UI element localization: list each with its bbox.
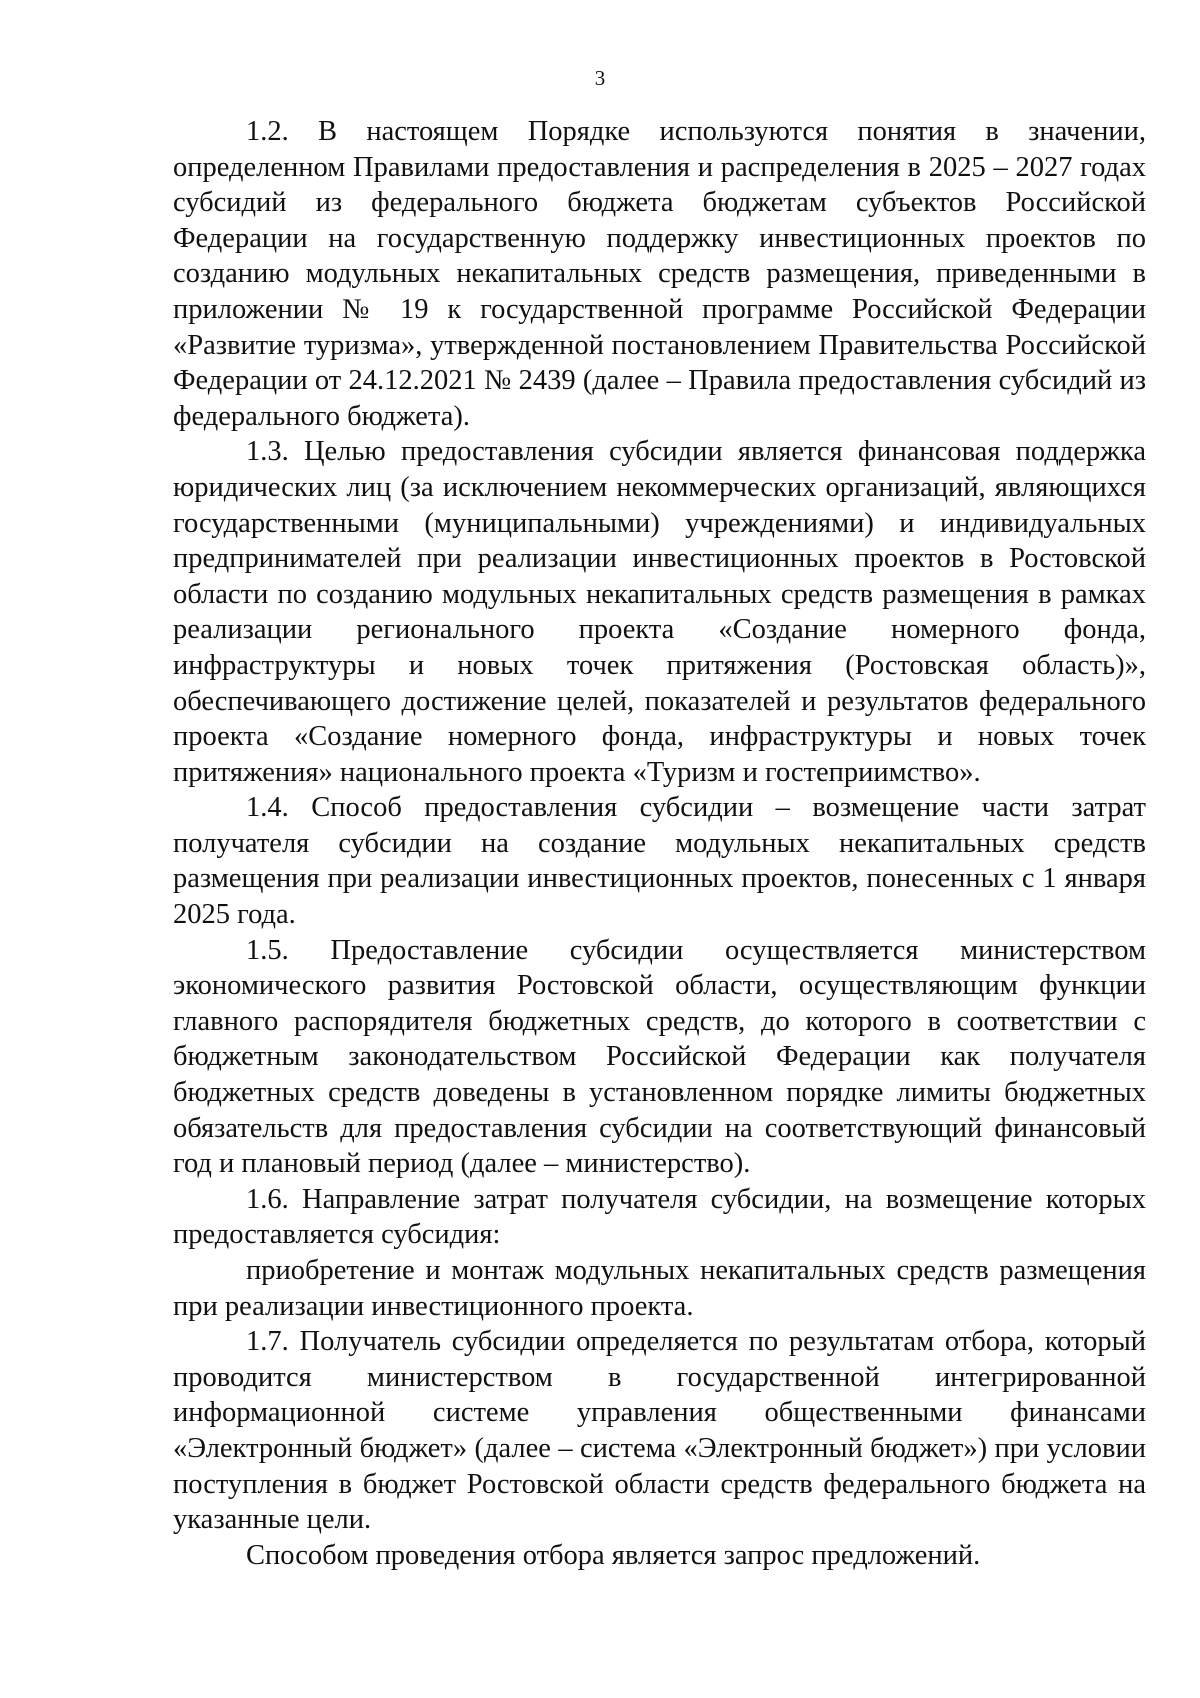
paragraph-1-6-item: приобретение и монтаж модульных некапитальных средств размещения при реализации инвестиционного проекта.: [173, 1255, 1146, 1322]
paragraph-1-5: 1.5. Предоставление субсидии осуществляется министерством экономического развития Ростовской области, осуществляющим функции главного распорядителя бюджетных средств, до которого в соответствии с бюджетным законодательством Российской Федерации как получателя бюджетных средств доведены в установленном порядке лимиты бюджетных обязательств для предоставления субсидии на соответствующий финансовый год и плановый период (далее – министерство).: [173, 934, 1146, 1180]
document-body: [173, 114, 1146, 1573]
paragraph-selection-method: Способом проведения отбора является запрос предложений.: [246, 1539, 981, 1571]
paragraph-1-2: 1.2. В настоящем Порядке используются понятия в значении, определенном Правилами предоставления и распределения в 2025 – 2027 годах субсидий из федерального бюджета бюджетам субъектов Российской Федерации на государственную поддержку инвестиционных проектов по созданию модульных некапитальных средств размещения, приведенными в приложении № 19 к государственной программе Российской Федерации «Развитие туризма», утвержденной постановлением Правительства Российской Федерации от 24.12.2021 № 2439 (далее – Правила предоставления субсидий из федерального бюджета).: [173, 116, 1146, 432]
paragraph-1-3: 1.3. Целью предоставления субсидии является финансовая поддержка юридических лиц (за исключением некоммерческих организаций, являющихся государственными (муниципальными) учреждениями) и индивидуальных предпринимателей при реализации инвестиционных проектов в Ростовской области по созданию модульных некапитальных средств размещения в рамках реализации регионального проекта «Создание номерного фонда, инфраструктуры и новых точек притяжения (Ростовская область)», обеспечивающего достижение целей, показателей и результатов федерального проекта «Создание номерного фонда, инфраструктуры и новых точек притяжения» национального проекта «Туризм и гостеприимство».: [173, 436, 1146, 788]
page-number: 3: [594, 66, 606, 90]
paragraph-1-4: 1.4. Способ предоставления субсидии – возмещение части затрат получателя субсидии на создание модульных некапитальных средств размещения при реализации инвестиционных проектов, понесенных с 1 января 2025 года.: [173, 792, 1146, 931]
paragraph-1-6: 1.6. Направление затрат получателя субсидии, на возмещение которых предоставляется субсидия:: [173, 1183, 1146, 1251]
paragraph-1-7: 1.7. Получатель субсидии определяется по результатам отбора, который проводится министерством в государственной интегрированной информационной системе управления общественными финансами «Электронный бюджет» (далее – система «Электронный бюджет») при условии поступления в бюджет Ростовской области средств федерального бюджета на указанные цели.: [173, 1326, 1146, 1536]
